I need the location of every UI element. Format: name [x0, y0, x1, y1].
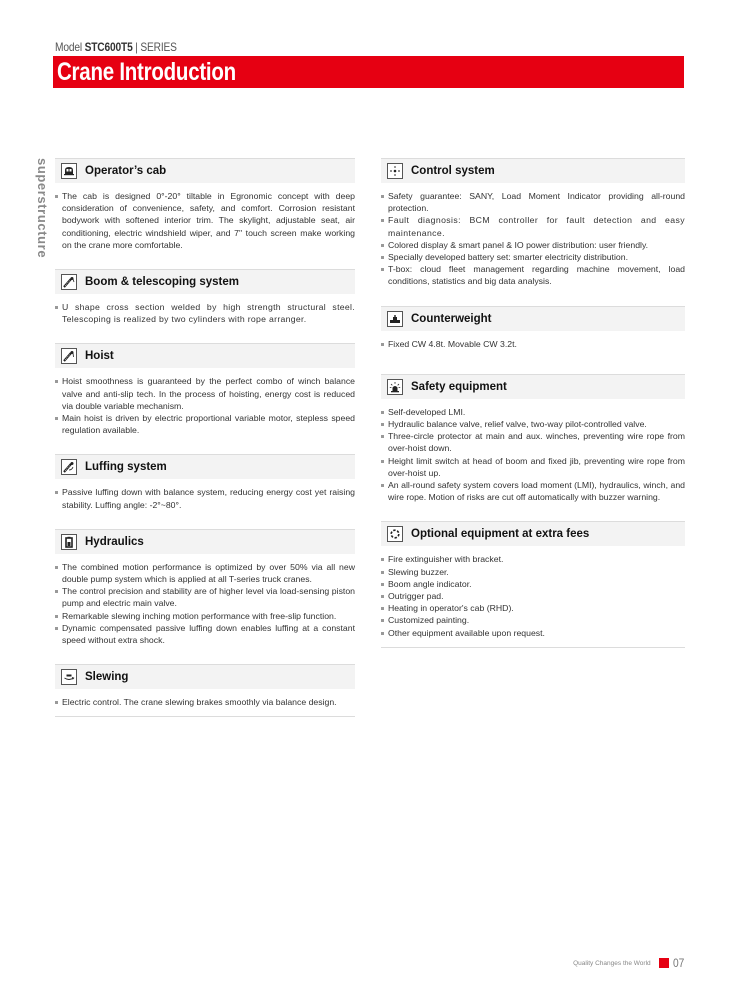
- bullet-list: [55, 689, 355, 708]
- page-title: Crane Introduction: [57, 58, 236, 86]
- list-item: Customized painting.: [381, 614, 685, 626]
- section-operators-cab: [55, 158, 355, 269]
- page-number: 07: [672, 956, 684, 970]
- section-title: Luffing system: [85, 461, 167, 474]
- hydraulics-icon: [61, 534, 77, 550]
- section-title: Safety equipment: [411, 380, 507, 393]
- list-item: The combined motion performance is optimized by over 50% via all new double pump system which is applied at all T-series truck cranes.: [55, 561, 355, 585]
- list-item: Fire extinguisher with bracket.: [381, 553, 685, 565]
- model-line: [55, 40, 177, 54]
- counterweight-icon: [387, 311, 403, 327]
- section-header: [381, 375, 685, 399]
- footer-accent-square: [659, 958, 669, 968]
- section-counterweight: [381, 306, 685, 374]
- section-header: [55, 530, 355, 554]
- section-slewing: [55, 664, 355, 717]
- section-title: Control system: [411, 165, 495, 177]
- control-icon: [387, 163, 403, 179]
- list-item: Safety guarantee: SANY, Load Moment Indicator providing all-round protection.: [381, 190, 685, 214]
- list-item: An all-round safety system covers load moment (LMI), hydraulics, winch, and wire rope. Motion of risks are cut off automatically with buzzer warning.: [381, 479, 685, 503]
- section-title: Boom & telescoping system: [85, 276, 240, 289]
- section-safety-equipment: [381, 374, 685, 522]
- bullet-list: [381, 183, 685, 288]
- bullet-list: [381, 399, 685, 504]
- section-title: Counterweight: [411, 312, 492, 325]
- section-header: [381, 307, 685, 331]
- section-boom: [55, 269, 355, 343]
- list-item: Remarkable slewing inching motion performance with free-slip function.: [55, 610, 355, 622]
- list-item: T-box: cloud fleet management regarding machine movement, load conditions, statistics and big data analysis.: [381, 263, 685, 287]
- hoist-icon: [61, 348, 77, 364]
- list-item: Fault diagnosis: BCM controller for fault detection and easy maintenance.: [381, 214, 685, 238]
- list-item: Hydraulic balance valve, relief valve, two-way pilot-controlled valve.: [381, 418, 685, 430]
- section-title: Hydraulics: [85, 535, 144, 548]
- list-item: Specially developed battery set: smarter electricity distribution.: [381, 251, 685, 263]
- luffing-icon: [61, 459, 77, 475]
- bullet-list: [381, 331, 685, 350]
- list-item: Outrigger pad.: [381, 590, 685, 602]
- list-item: U shape cross section welded by high strength structural steel. Telescoping is realized by two cylinders with rope arranger.: [55, 301, 355, 325]
- list-item: Main hoist is driven by electric proportional variable motor, stepless speed regulation available.: [55, 412, 355, 436]
- section-optional-equipment: [381, 521, 685, 647]
- section-hoist: [55, 343, 355, 454]
- section-control-system: [381, 158, 685, 306]
- cab-icon: [61, 163, 77, 179]
- bullet-list: [55, 479, 355, 510]
- list-item: Slewing buzzer.: [381, 566, 685, 578]
- list-item: Passive luffing down with balance system, reducing energy cost yet raising stability. Luffing angle: -2°~80°.: [55, 486, 355, 510]
- section-header: [55, 159, 355, 183]
- slewing-icon: [61, 669, 77, 685]
- section-luffing: [55, 454, 355, 528]
- list-item: The cab is designed 0°-20° tiltable in Egronomic concept with deep consideration of convenience, safety, and comfort. Corrosion resistant bodywork with softened interior trim. The skylight, adjustable seat, air conditioning, electric windshield wiper, and 7" touch screen make working on the crane more comfortable.: [55, 190, 355, 251]
- section-title: Optional equipment at extra fees: [411, 528, 590, 541]
- safety-light-icon: [387, 379, 403, 395]
- list-item: Other equipment available upon request.: [381, 627, 685, 639]
- side-label: superstructure: [35, 158, 50, 259]
- model-suffix: | SERIES: [132, 40, 177, 54]
- section-header: [381, 522, 685, 546]
- list-item: Three-circle protector at main and aux. winches, preventing wire rope from over-hoist down.: [381, 430, 685, 454]
- section-header: [381, 159, 685, 183]
- section-header: [55, 455, 355, 479]
- right-column: [381, 158, 685, 648]
- section-header: [55, 270, 355, 294]
- bullet-list: [55, 183, 355, 251]
- bullet-list: [55, 368, 355, 436]
- list-item: Electric control. The crane slewing brakes smoothly via balance design.: [55, 696, 355, 708]
- bullet-list: [381, 546, 685, 638]
- left-column: [55, 158, 355, 717]
- list-item: Dynamic compensated passive luffing down enables luffing at a constant speed without extra shock.: [55, 622, 355, 646]
- list-item: Boom angle indicator.: [381, 578, 685, 590]
- section-title: Operator’s cab: [85, 165, 167, 177]
- section-title: Slewing: [85, 671, 129, 684]
- list-item: Colored display & smart panel & IO power distribution: user friendly.: [381, 239, 685, 251]
- bullet-list: [55, 554, 355, 646]
- list-item: Self-developed LMI.: [381, 406, 685, 418]
- footer-slogan: Quality Changes the World: [573, 959, 651, 967]
- options-icon: [387, 526, 403, 542]
- bullet-list: [55, 294, 355, 325]
- title-bar: [53, 56, 684, 88]
- section-title: Hoist: [85, 350, 114, 363]
- model-prefix: Model: [55, 40, 85, 54]
- footer: [560, 955, 685, 971]
- section-header: [55, 344, 355, 368]
- list-item: Heating in operator's cab (RHD).: [381, 602, 685, 614]
- section-hydraulics: [55, 529, 355, 664]
- list-item: The control precision and stability are of higher level via load-sensing piston pump and electric main valve.: [55, 585, 355, 609]
- list-item: Hoist smoothness is guaranteed by the perfect combo of winch balance valve and anti-slip tech. In the process of hoisting, energy cost is reduced via double variable mechanism.: [55, 375, 355, 412]
- list-item: Height limit switch at head of boom and fixed jib, preventing wire rope from over-hoist up.: [381, 455, 685, 479]
- list-item: Fixed CW 4.8t. Movable CW 3.2t.: [381, 338, 685, 350]
- boom-icon: [61, 274, 77, 290]
- model-name: STC600T5: [84, 40, 133, 54]
- section-header: [55, 665, 355, 689]
